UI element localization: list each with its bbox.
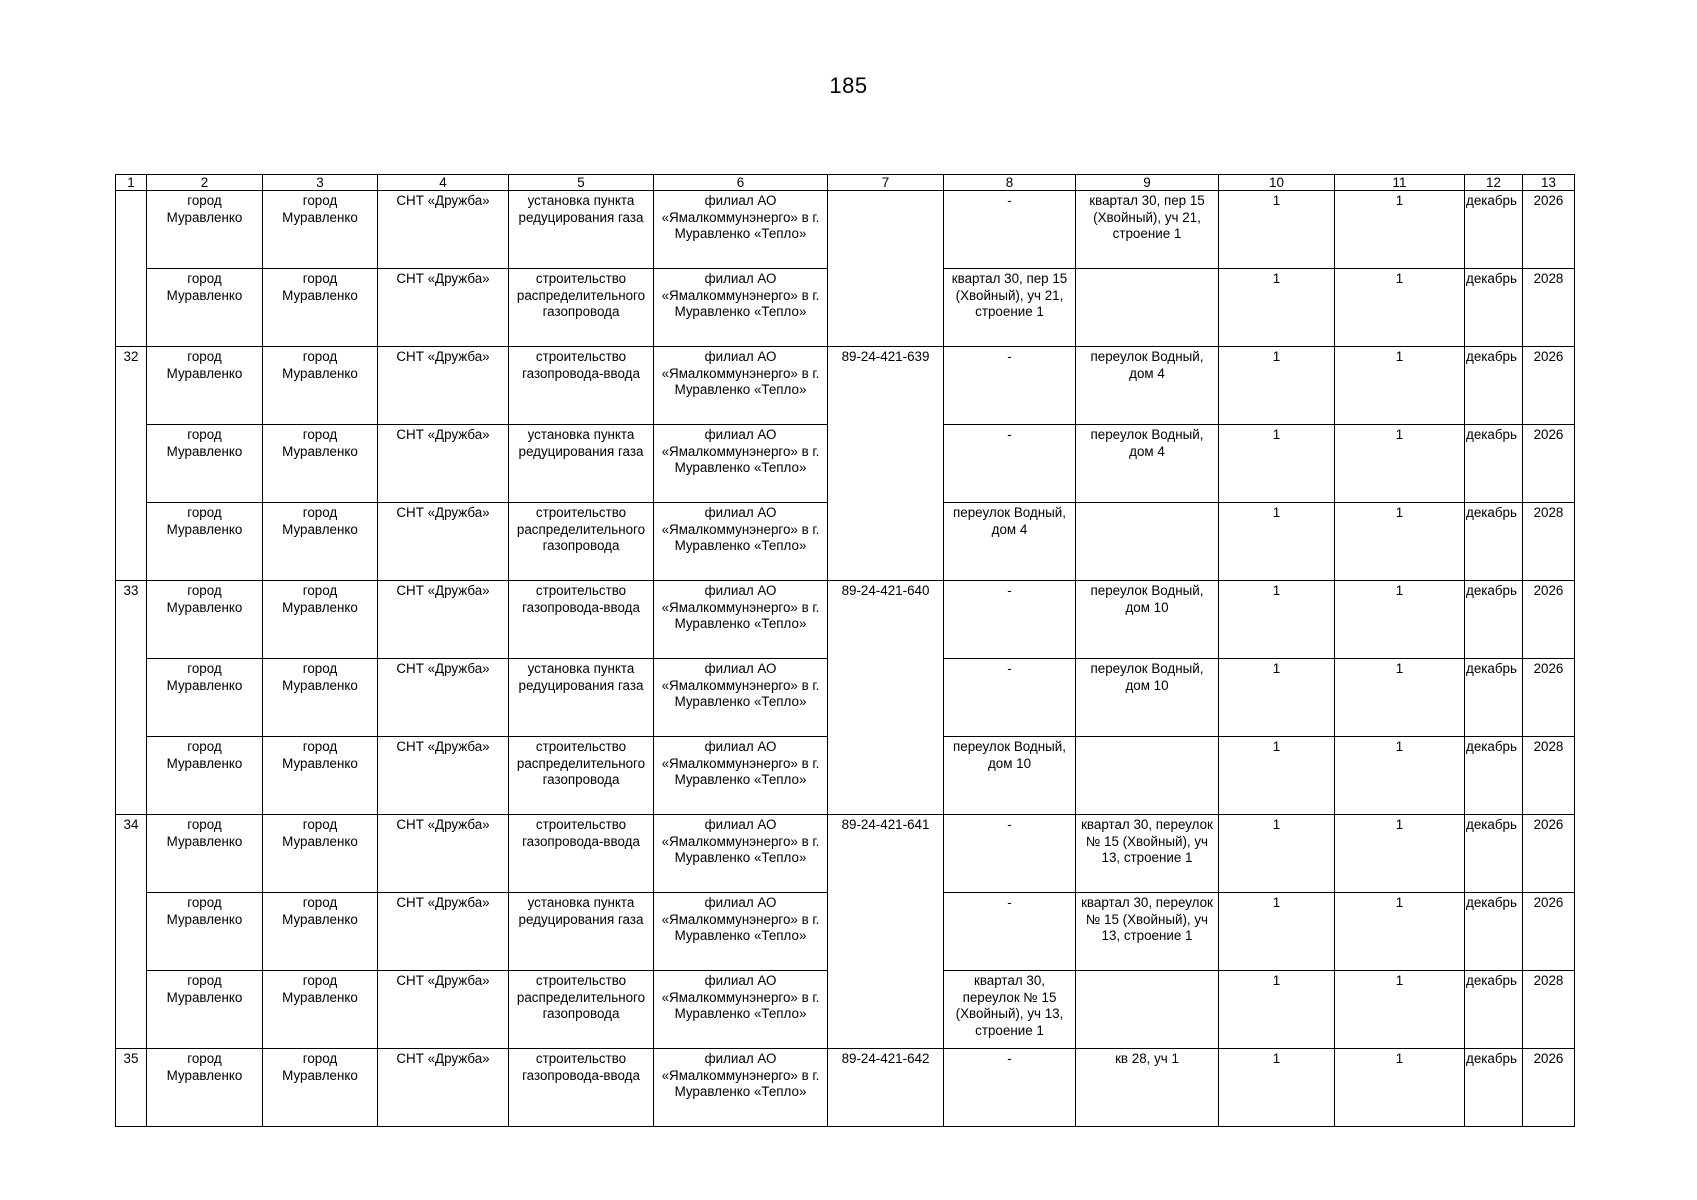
row-number-cell bbox=[116, 191, 147, 347]
territory-cell: СНТ «Дружба» bbox=[378, 971, 509, 1049]
object-address-cell: переулок Водный, дом 4 bbox=[1076, 347, 1219, 425]
network-address-cell: - bbox=[944, 425, 1076, 503]
table-row bbox=[116, 347, 1575, 425]
year-cell: 2028 bbox=[1523, 737, 1575, 815]
organization-cell: филиал АО «Ямалкоммунэнерго» в г. Муравленко «Тепло» bbox=[654, 1049, 828, 1127]
object-address-cell: переулок Водный, дом 10 bbox=[1076, 659, 1219, 737]
settlement-cell: город Муравленко bbox=[263, 503, 378, 581]
organization-cell: филиал АО «Ямалкоммунэнерго» в г. Муравленко «Тепло» bbox=[654, 347, 828, 425]
column-number: 2 bbox=[147, 175, 263, 191]
year-cell: 2026 bbox=[1523, 1049, 1575, 1127]
network-address-cell: - bbox=[944, 893, 1076, 971]
municipality-cell: город Муравленко bbox=[147, 425, 263, 503]
object-address-cell: переулок Водный, дом 4 bbox=[1076, 425, 1219, 503]
quantity-cell: 1 bbox=[1219, 815, 1335, 893]
month-cell: декабрь bbox=[1465, 737, 1523, 815]
month-cell: декабрь bbox=[1465, 347, 1523, 425]
row-number-cell: 34 bbox=[116, 815, 147, 1049]
row-number-cell: 33 bbox=[116, 581, 147, 815]
count-cell: 1 bbox=[1335, 191, 1465, 269]
territory-cell: СНТ «Дружба» bbox=[378, 425, 509, 503]
row-number-cell: 35 bbox=[116, 1049, 147, 1127]
territory-cell: СНТ «Дружба» bbox=[378, 893, 509, 971]
quantity-cell: 1 bbox=[1219, 425, 1335, 503]
work-type-cell: строительство газопровода-ввода bbox=[509, 581, 654, 659]
month-cell: декабрь bbox=[1465, 581, 1523, 659]
year-cell: 2026 bbox=[1523, 893, 1575, 971]
year-cell: 2028 bbox=[1523, 503, 1575, 581]
territory-cell: СНТ «Дружба» bbox=[378, 581, 509, 659]
work-type-cell: строительство распределительного газопровода bbox=[509, 737, 654, 815]
month-cell: декабрь bbox=[1465, 191, 1523, 269]
count-cell: 1 bbox=[1335, 425, 1465, 503]
year-cell: 2028 bbox=[1523, 269, 1575, 347]
year-cell: 2028 bbox=[1523, 971, 1575, 1049]
municipality-cell: город Муравленко bbox=[147, 1049, 263, 1127]
object-address-cell: квартал 30, переулок № 15 (Хвойный), уч 13, строение 1 bbox=[1076, 893, 1219, 971]
organization-cell: филиал АО «Ямалкоммунэнерго» в г. Муравленко «Тепло» bbox=[654, 893, 828, 971]
column-number: 6 bbox=[654, 175, 828, 191]
network-address-cell: квартал 30, пер 15 (Хвойный), уч 21, строение 1 bbox=[944, 269, 1076, 347]
settlement-cell: город Муравленко bbox=[263, 581, 378, 659]
month-cell: декабрь bbox=[1465, 659, 1523, 737]
table-row bbox=[116, 1049, 1575, 1127]
network-address-cell: квартал 30, переулок № 15 (Хвойный), уч 13, строение 1 bbox=[944, 971, 1076, 1049]
quantity-cell: 1 bbox=[1219, 191, 1335, 269]
territory-cell: СНТ «Дружба» bbox=[378, 737, 509, 815]
settlement-cell: город Муравленко bbox=[263, 269, 378, 347]
column-number: 8 bbox=[944, 175, 1076, 191]
column-number-row bbox=[116, 175, 1575, 191]
count-cell: 1 bbox=[1335, 659, 1465, 737]
territory-cell: СНТ «Дружба» bbox=[378, 347, 509, 425]
work-type-cell: строительство распределительного газопровода bbox=[509, 971, 654, 1049]
year-cell: 2026 bbox=[1523, 815, 1575, 893]
work-type-cell: строительство газопровода-ввода bbox=[509, 347, 654, 425]
settlement-cell: город Муравленко bbox=[263, 971, 378, 1049]
municipality-cell: город Муравленко bbox=[147, 581, 263, 659]
work-type-cell: строительство газопровода-ввода bbox=[509, 815, 654, 893]
municipality-cell: город Муравленко bbox=[147, 971, 263, 1049]
count-cell: 1 bbox=[1335, 503, 1465, 581]
table-row bbox=[116, 191, 1575, 269]
organization-cell: филиал АО «Ямалкоммунэнерго» в г. Муравленко «Тепло» bbox=[654, 503, 828, 581]
quantity-cell: 1 bbox=[1219, 737, 1335, 815]
registry-code-cell: 89-24-421-641 bbox=[828, 815, 944, 1049]
work-type-cell: установка пункта редуцирования газа bbox=[509, 425, 654, 503]
work-type-cell: строительство распределительного газопровода bbox=[509, 503, 654, 581]
organization-cell: филиал АО «Ямалкоммунэнерго» в г. Муравленко «Тепло» bbox=[654, 815, 828, 893]
network-address-cell: - bbox=[944, 191, 1076, 269]
network-address-cell: - bbox=[944, 1049, 1076, 1127]
column-number: 13 bbox=[1523, 175, 1575, 191]
network-address-cell: - bbox=[944, 815, 1076, 893]
organization-cell: филиал АО «Ямалкоммунэнерго» в г. Муравленко «Тепло» bbox=[654, 191, 828, 269]
month-cell: декабрь bbox=[1465, 1049, 1523, 1127]
column-number: 3 bbox=[263, 175, 378, 191]
table-row bbox=[116, 581, 1575, 659]
municipality-cell: город Муравленко bbox=[147, 269, 263, 347]
quantity-cell: 1 bbox=[1219, 503, 1335, 581]
object-address-cell: кв 28, уч 1 bbox=[1076, 1049, 1219, 1127]
column-number: 9 bbox=[1076, 175, 1219, 191]
month-cell: декабрь bbox=[1465, 815, 1523, 893]
settlement-cell: город Муравленко bbox=[263, 737, 378, 815]
municipality-cell: город Муравленко bbox=[147, 737, 263, 815]
year-cell: 2026 bbox=[1523, 347, 1575, 425]
object-address-cell: квартал 30, переулок № 15 (Хвойный), уч 13, строение 1 bbox=[1076, 815, 1219, 893]
registry-code-cell: 89-24-421-640 bbox=[828, 581, 944, 815]
year-cell: 2026 bbox=[1523, 191, 1575, 269]
work-type-cell: установка пункта редуцирования газа bbox=[509, 191, 654, 269]
work-type-cell: установка пункта редуцирования газа bbox=[509, 893, 654, 971]
count-cell: 1 bbox=[1335, 737, 1465, 815]
column-number: 4 bbox=[378, 175, 509, 191]
quantity-cell: 1 bbox=[1219, 1049, 1335, 1127]
network-address-cell: - bbox=[944, 347, 1076, 425]
column-number: 11 bbox=[1335, 175, 1465, 191]
month-cell: декабрь bbox=[1465, 425, 1523, 503]
organization-cell: филиал АО «Ямалкоммунэнерго» в г. Муравленко «Тепло» bbox=[654, 971, 828, 1049]
organization-cell: филиал АО «Ямалкоммунэнерго» в г. Муравленко «Тепло» bbox=[654, 581, 828, 659]
settlement-cell: город Муравленко bbox=[263, 425, 378, 503]
territory-cell: СНТ «Дружба» bbox=[378, 659, 509, 737]
municipality-cell: город Муравленко bbox=[147, 347, 263, 425]
network-address-cell: - bbox=[944, 581, 1076, 659]
month-cell: декабрь bbox=[1465, 503, 1523, 581]
network-address-cell: переулок Водный, дом 10 bbox=[944, 737, 1076, 815]
quantity-cell: 1 bbox=[1219, 971, 1335, 1049]
work-type-cell: строительство газопровода-ввода bbox=[509, 1049, 654, 1127]
quantity-cell: 1 bbox=[1219, 581, 1335, 659]
count-cell: 1 bbox=[1335, 581, 1465, 659]
municipality-cell: город Муравленко bbox=[147, 893, 263, 971]
settlement-cell: город Муравленко bbox=[263, 347, 378, 425]
month-cell: декабрь bbox=[1465, 269, 1523, 347]
quantity-cell: 1 bbox=[1219, 893, 1335, 971]
object-address-cell bbox=[1076, 737, 1219, 815]
organization-cell: филиал АО «Ямалкоммунэнерго» в г. Муравленко «Тепло» bbox=[654, 737, 828, 815]
registry-code-cell: 89-24-421-639 bbox=[828, 347, 944, 581]
work-type-cell: строительство распределительного газопровода bbox=[509, 269, 654, 347]
settlement-cell: город Муравленко bbox=[263, 815, 378, 893]
table-body bbox=[116, 175, 1575, 1127]
municipality-cell: город Муравленко bbox=[147, 191, 263, 269]
work-type-cell: установка пункта редуцирования газа bbox=[509, 659, 654, 737]
count-cell: 1 bbox=[1335, 815, 1465, 893]
count-cell: 1 bbox=[1335, 347, 1465, 425]
column-number: 1 bbox=[116, 175, 147, 191]
settlement-cell: город Муравленко bbox=[263, 893, 378, 971]
column-number: 12 bbox=[1465, 175, 1523, 191]
month-cell: декабрь bbox=[1465, 971, 1523, 1049]
settlement-cell: город Муравленко bbox=[263, 659, 378, 737]
row-number-cell: 32 bbox=[116, 347, 147, 581]
registry-code-cell bbox=[828, 191, 944, 347]
municipality-cell: город Муравленко bbox=[147, 503, 263, 581]
network-address-cell: - bbox=[944, 659, 1076, 737]
object-address-cell: переулок Водный, дом 10 bbox=[1076, 581, 1219, 659]
object-address-cell bbox=[1076, 269, 1219, 347]
quantity-cell: 1 bbox=[1219, 659, 1335, 737]
municipality-cell: город Муравленко bbox=[147, 815, 263, 893]
schedule-table bbox=[115, 174, 1575, 1127]
quantity-cell: 1 bbox=[1219, 269, 1335, 347]
object-address-cell: квартал 30, пер 15 (Хвойный), уч 21, строение 1 bbox=[1076, 191, 1219, 269]
year-cell: 2026 bbox=[1523, 425, 1575, 503]
count-cell: 1 bbox=[1335, 269, 1465, 347]
page-number: 185 bbox=[829, 73, 868, 98]
month-cell: декабрь bbox=[1465, 893, 1523, 971]
count-cell: 1 bbox=[1335, 1049, 1465, 1127]
organization-cell: филиал АО «Ямалкоммунэнерго» в г. Муравленко «Тепло» bbox=[654, 659, 828, 737]
table-row bbox=[116, 815, 1575, 893]
column-number: 10 bbox=[1219, 175, 1335, 191]
territory-cell: СНТ «Дружба» bbox=[378, 1049, 509, 1127]
organization-cell: филиал АО «Ямалкоммунэнерго» в г. Муравленко «Тепло» bbox=[654, 425, 828, 503]
registry-code-cell: 89-24-421-642 bbox=[828, 1049, 944, 1127]
count-cell: 1 bbox=[1335, 893, 1465, 971]
column-number: 7 bbox=[828, 175, 944, 191]
settlement-cell: город Муравленко bbox=[263, 1049, 378, 1127]
quantity-cell: 1 bbox=[1219, 347, 1335, 425]
territory-cell: СНТ «Дружба» bbox=[378, 503, 509, 581]
territory-cell: СНТ «Дружба» bbox=[378, 815, 509, 893]
object-address-cell bbox=[1076, 503, 1219, 581]
year-cell: 2026 bbox=[1523, 659, 1575, 737]
network-address-cell: переулок Водный, дом 4 bbox=[944, 503, 1076, 581]
object-address-cell bbox=[1076, 971, 1219, 1049]
municipality-cell: город Муравленко bbox=[147, 659, 263, 737]
territory-cell: СНТ «Дружба» bbox=[378, 191, 509, 269]
year-cell: 2026 bbox=[1523, 581, 1575, 659]
column-number: 5 bbox=[509, 175, 654, 191]
settlement-cell: город Муравленко bbox=[263, 191, 378, 269]
territory-cell: СНТ «Дружба» bbox=[378, 269, 509, 347]
organization-cell: филиал АО «Ямалкоммунэнерго» в г. Муравленко «Тепло» bbox=[654, 269, 828, 347]
count-cell: 1 bbox=[1335, 971, 1465, 1049]
